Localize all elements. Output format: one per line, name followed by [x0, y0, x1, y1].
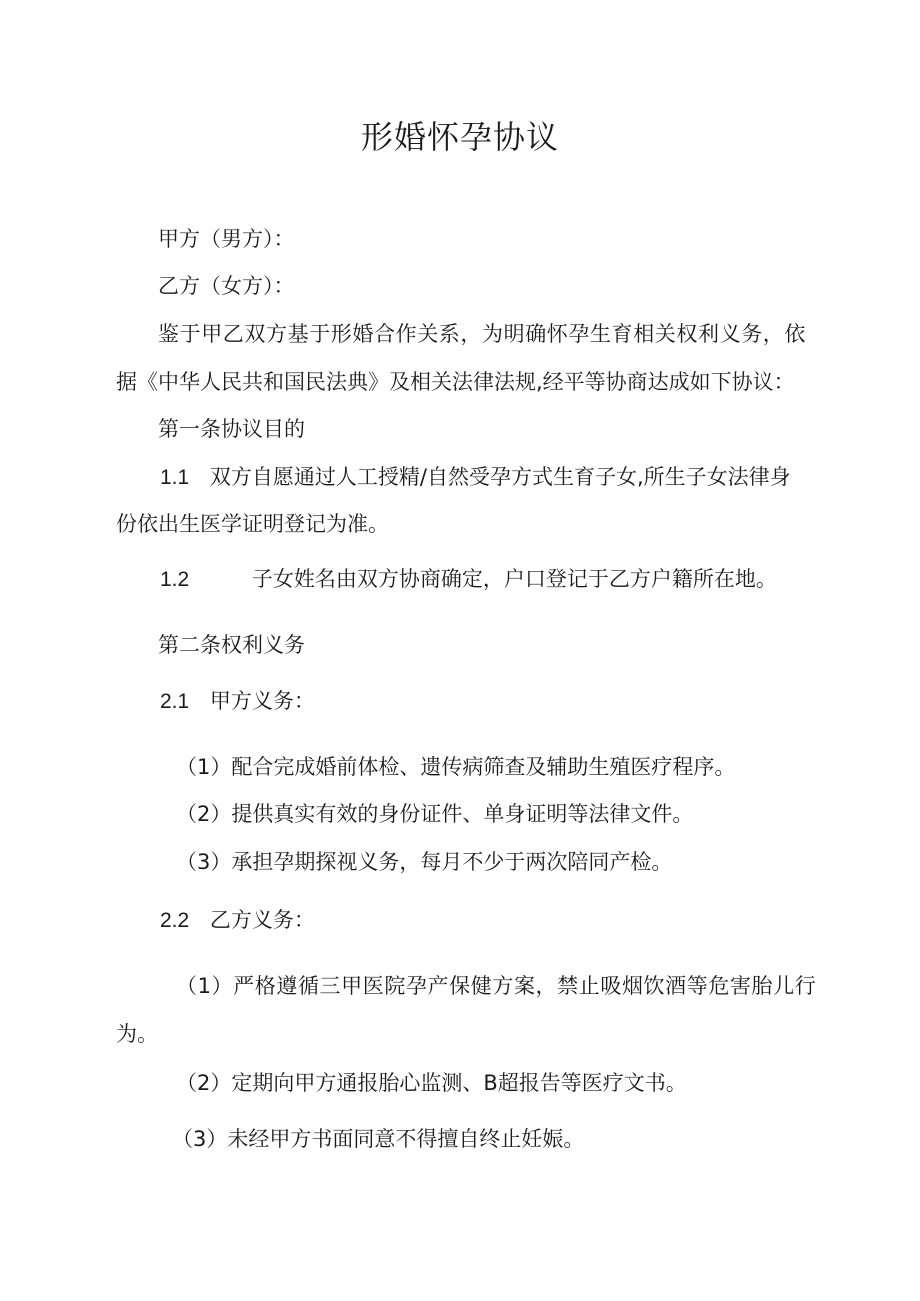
article-2-heading: 第二条权利义务	[158, 633, 305, 657]
clause-1-1-continuation: 份依出生医学证明登记为准。	[116, 512, 389, 536]
preamble-line-1: 鉴于甲乙双方基于形婚合作关系，为明确怀孕生育相关权利义务，依	[158, 322, 806, 346]
clause-2-1-number: 2.1	[160, 690, 190, 713]
preamble-line-2: 据《中华人民共和国民法典》及相关法律法规,经平等协商达成如下协议：	[116, 370, 795, 394]
clause-2-1-text: 甲方义务：	[209, 689, 315, 713]
document-title: 形婚怀孕协议	[360, 118, 559, 156]
clause-1-1-number: 1.1	[160, 466, 190, 489]
clause-1-2	[160, 564, 777, 595]
clause-2-2	[160, 905, 315, 936]
clause-2-2-text: 乙方义务：	[209, 908, 315, 932]
party-a-item-3: （3）承担孕期探视义务，每月不少于两次陪同产检。	[176, 850, 673, 874]
clause-2-1	[160, 686, 315, 717]
clause-1-1-text: 双方自愿通过人工授精/自然受孕方式生育子女,所生子女法律身	[209, 465, 791, 489]
party-b-item-1: （1）严格遵循三甲医院孕产保健方案，禁止吸烟饮酒等危害胎儿行	[176, 974, 817, 998]
party-b-line: 乙方（女方）：	[158, 274, 295, 298]
party-b-item-3: （3）未经甲方书面同意不得擅自终止妊娠。	[172, 1127, 585, 1151]
party-a-item-2: （2）提供真实有效的身份证件、单身证明等法律文件。	[176, 802, 694, 826]
party-a-item-1: （1）配合完成婚前体检、遗传病筛查及辅助生殖医疗程序。	[176, 755, 736, 779]
clause-1-2-text: 子女姓名由双方协商确定，户口登记于乙方户籍所在地。	[251, 567, 777, 591]
clause-2-2-number: 2.2	[160, 909, 190, 932]
party-b-item-1-continuation: 为。	[116, 1022, 158, 1046]
clause-1-2-number: 1.2	[160, 568, 190, 591]
party-a-line: 甲方（男方）：	[158, 227, 295, 251]
article-1-heading: 第一条协议目的	[158, 417, 305, 441]
clause-1-1	[160, 462, 791, 493]
party-b-item-2: （2）定期向甲方通报胎心监测、B超报告等医疗文书。	[176, 1071, 687, 1095]
